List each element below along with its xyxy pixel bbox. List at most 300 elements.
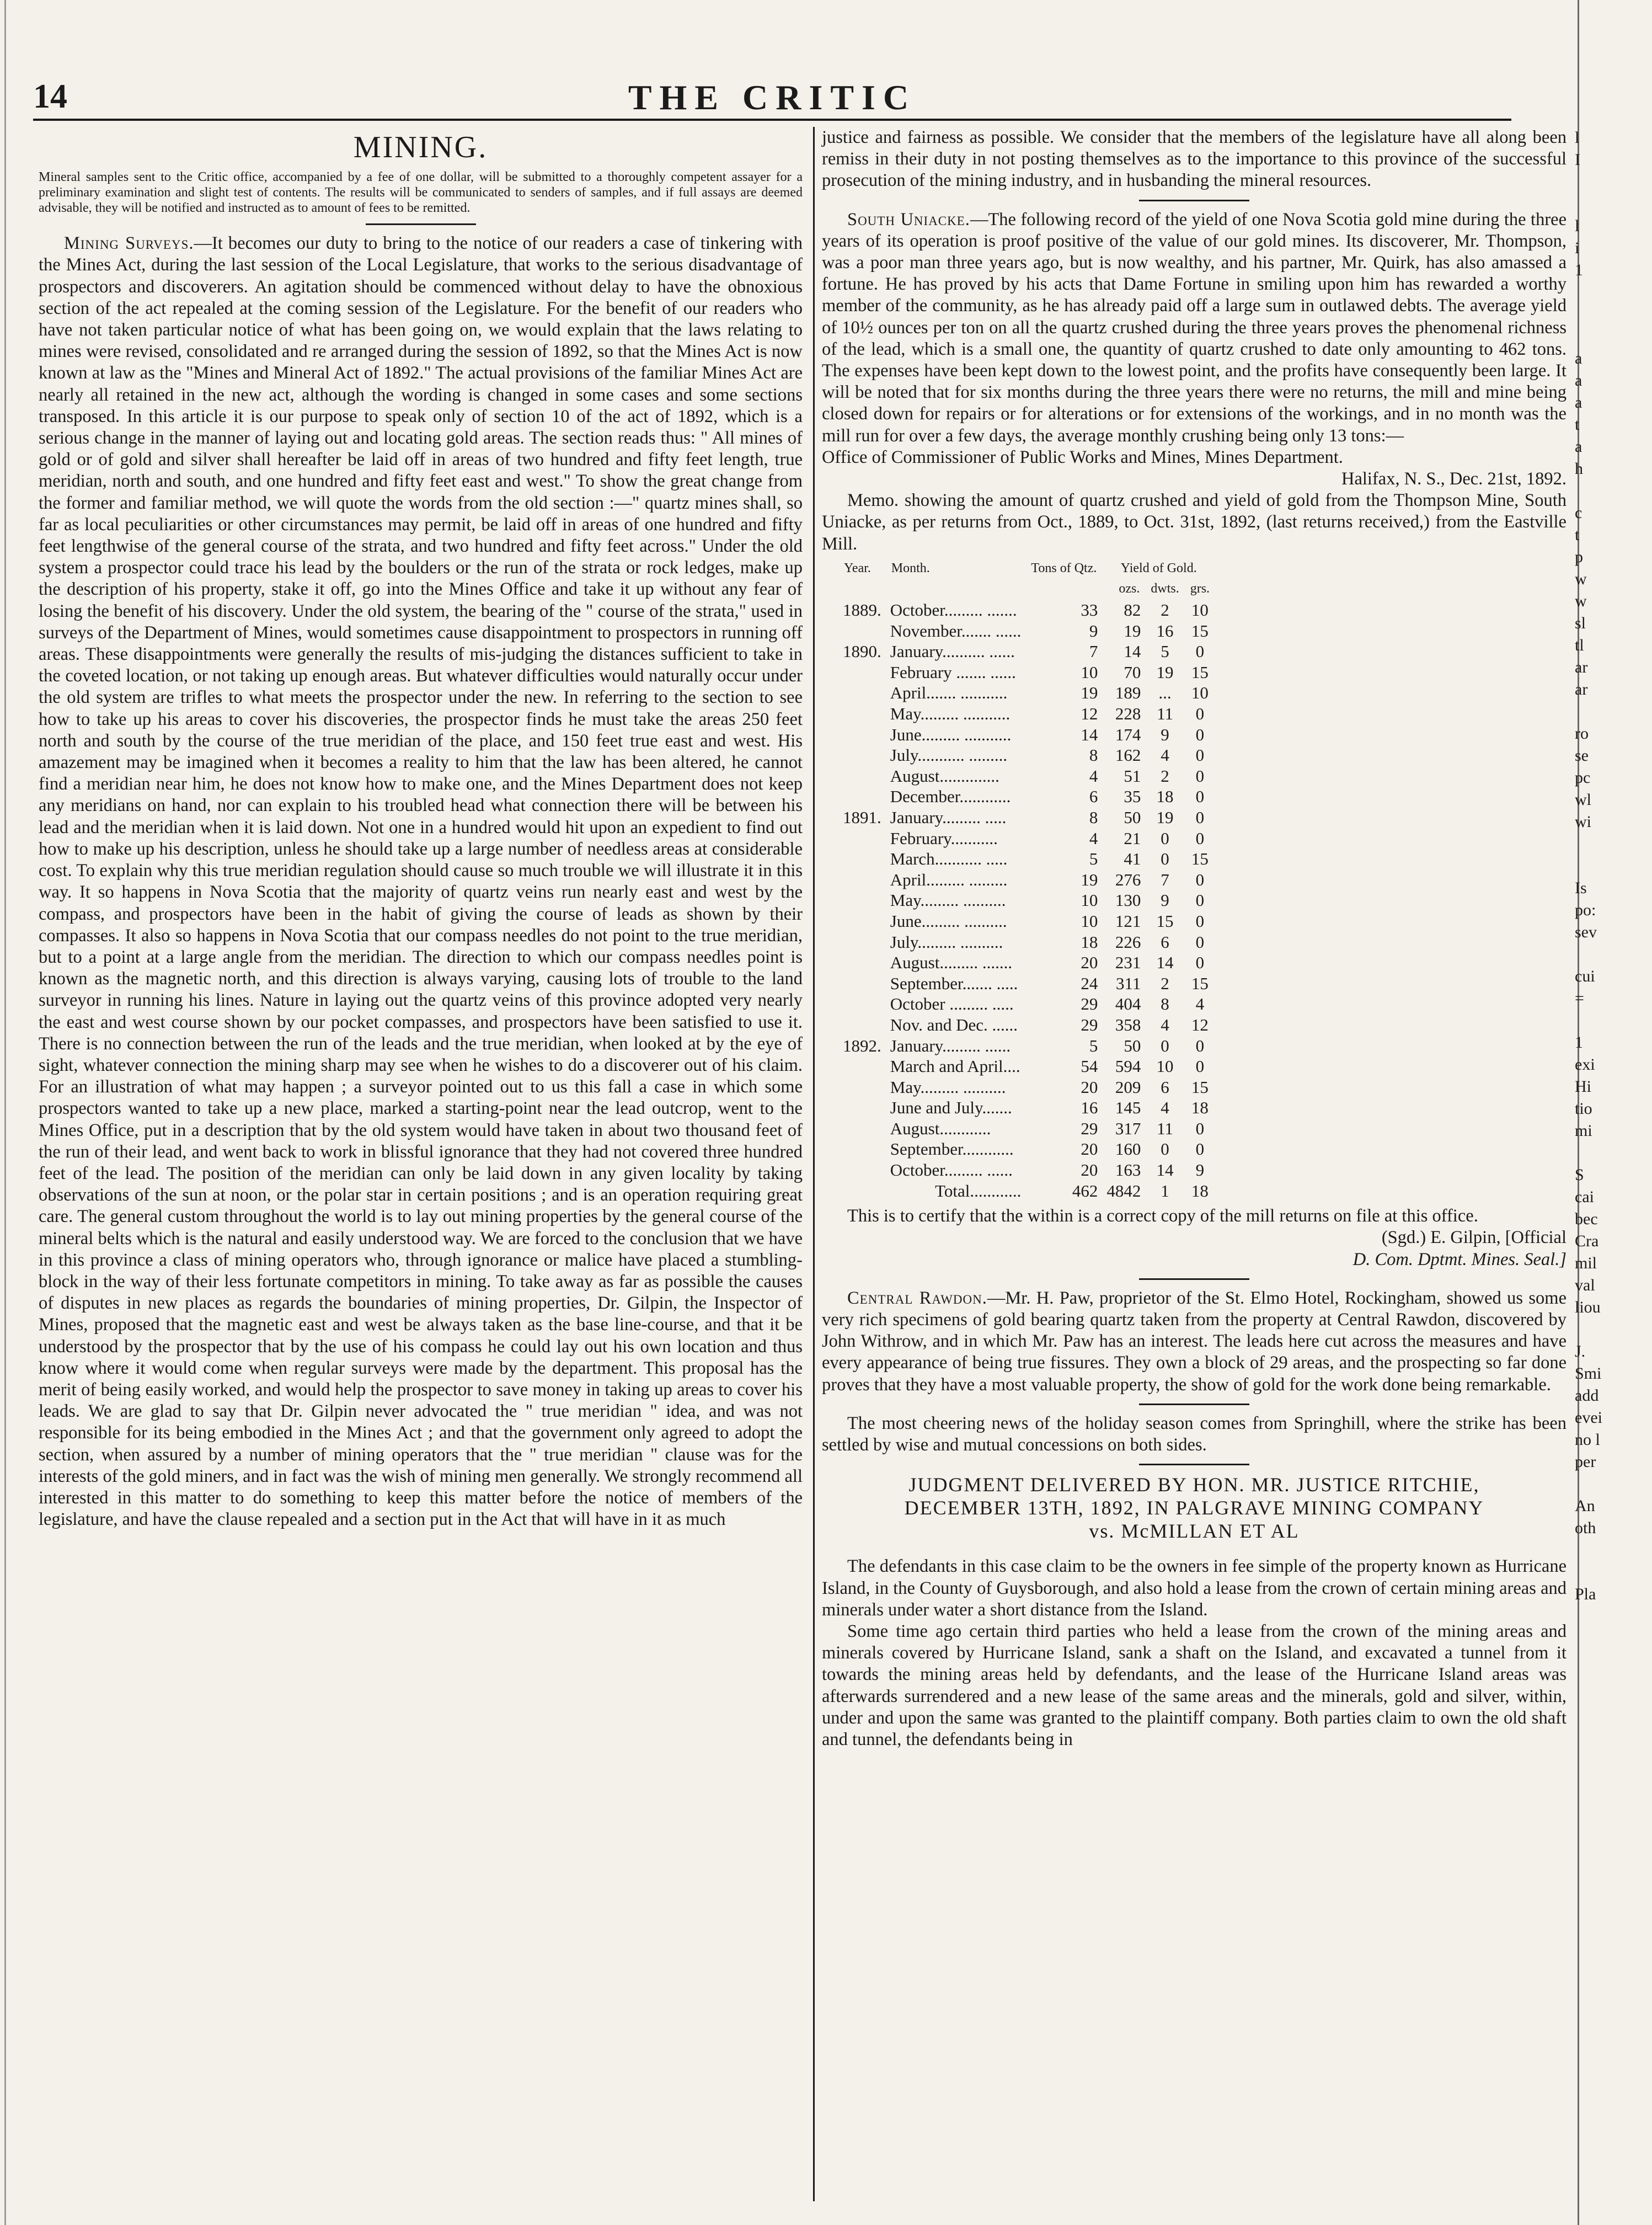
margin-fragment: ar bbox=[1575, 680, 1588, 698]
margin-fragment: pc bbox=[1575, 769, 1591, 787]
margin-fragment bbox=[1575, 281, 1635, 303]
judgment-heading-line: vs. McMILLAN ET AL bbox=[1089, 1520, 1300, 1543]
table-row bbox=[838, 1056, 1215, 1077]
table-cell: 1 bbox=[1161, 1181, 1169, 1200]
table-cell: 8 bbox=[1089, 745, 1098, 765]
table-total-row bbox=[838, 1181, 1215, 1202]
table-cell bbox=[838, 1056, 886, 1077]
gold-yield-table bbox=[838, 558, 1215, 1201]
margin-fragment: mi bbox=[1575, 1122, 1592, 1140]
table-cell: 10 bbox=[1191, 683, 1209, 703]
table-cell: 231 bbox=[1115, 953, 1141, 973]
table-cell: 19 bbox=[1156, 662, 1174, 682]
table-cell: 1891. bbox=[843, 807, 881, 827]
masthead: THE CRITIC bbox=[628, 78, 917, 117]
table-cell: 1889. bbox=[843, 600, 881, 620]
table-row bbox=[838, 932, 1215, 953]
margin-fragment bbox=[1575, 480, 1635, 502]
table-cell: 4 bbox=[1161, 1098, 1169, 1118]
table-cell bbox=[838, 973, 886, 994]
table-cell bbox=[838, 994, 886, 1015]
table-cell: December............ bbox=[890, 787, 1011, 807]
margin-fragment: mil bbox=[1575, 1254, 1597, 1272]
table-cell: 4 bbox=[1195, 994, 1205, 1014]
table-cell: 20 bbox=[1081, 1077, 1098, 1097]
table-cell: 18 bbox=[1156, 787, 1174, 807]
table-cell: 11 bbox=[1157, 704, 1173, 724]
margin-fragment bbox=[1575, 171, 1635, 193]
table-row bbox=[838, 1097, 1215, 1118]
mining-surveys-article bbox=[39, 233, 803, 1530]
table-cell: 0 bbox=[1195, 1139, 1205, 1159]
table-cell: 0 bbox=[1195, 724, 1205, 744]
table-cell: February........... bbox=[890, 828, 998, 848]
judgment-heading bbox=[822, 1473, 1567, 1543]
table-cell: 6 bbox=[1161, 1077, 1169, 1097]
margin-fragment: wl bbox=[1575, 791, 1591, 809]
article-heading: South Uniacke. bbox=[847, 209, 970, 230]
margin-fragment: l bbox=[1575, 217, 1580, 235]
table-cell: 9 bbox=[1089, 621, 1098, 641]
table-cell: 0 bbox=[1195, 932, 1205, 952]
table-cell bbox=[838, 1077, 886, 1098]
margin-fragment: I bbox=[1575, 151, 1580, 169]
table-row bbox=[838, 869, 1215, 890]
table-cell: 12 bbox=[1191, 1015, 1209, 1034]
table-cell bbox=[838, 621, 886, 642]
table-cell: 0 bbox=[1161, 1139, 1169, 1159]
table-cell: 14 bbox=[1124, 642, 1141, 661]
margin-fragment: ar bbox=[1575, 658, 1588, 676]
table-row bbox=[838, 703, 1215, 724]
table-cell: 226 bbox=[1115, 932, 1141, 952]
table-row bbox=[838, 786, 1215, 807]
table-cell: Nov. and Dec. ...... bbox=[890, 1015, 1018, 1034]
margin-fragment: a bbox=[1575, 393, 1583, 412]
table-cell: 228 bbox=[1115, 704, 1141, 724]
table-row bbox=[838, 911, 1215, 932]
margin-fragment: Cra bbox=[1575, 1232, 1599, 1250]
margin-fragment: 1 bbox=[1575, 1033, 1583, 1052]
table-cell bbox=[838, 1181, 886, 1202]
table-cell: May......... .......... bbox=[890, 1077, 1006, 1097]
margin-fragment bbox=[1575, 326, 1635, 348]
article-rule bbox=[1139, 200, 1249, 201]
judgment-heading-line: JUDGMENT DELIVERED BY HON. MR. JUSTICE RITCHIE, bbox=[908, 1474, 1480, 1496]
table-cell: 16 bbox=[1081, 1098, 1098, 1118]
table-cell: 14 bbox=[1156, 953, 1174, 973]
margin-fragment bbox=[1575, 1142, 1635, 1164]
section-title: MINING. bbox=[353, 130, 488, 164]
margin-fragment: wi bbox=[1575, 813, 1591, 831]
table-row bbox=[838, 682, 1215, 703]
margin-fragment bbox=[1575, 855, 1635, 877]
margin-fragment: add bbox=[1575, 1386, 1599, 1405]
margin-fragment: l bbox=[1575, 129, 1580, 147]
table-cell bbox=[838, 828, 886, 849]
table-cell: 6 bbox=[1089, 787, 1098, 807]
table-row bbox=[838, 1118, 1215, 1139]
table-cell: 0 bbox=[1195, 807, 1205, 827]
table-cell: 20 bbox=[1081, 1139, 1098, 1159]
table-cell: 162 bbox=[1115, 745, 1141, 765]
table-cell bbox=[838, 1015, 886, 1036]
table-cell: 0 bbox=[1161, 849, 1169, 869]
margin-fragment: = bbox=[1575, 989, 1584, 1007]
table-row bbox=[838, 1036, 1215, 1057]
table-cell: 0 bbox=[1161, 1036, 1169, 1055]
table-cell bbox=[838, 1118, 886, 1139]
mining-surveys-continued: justice and fairness as possible. We consider that the members of the legislature have all along been remiss in their duty in not posting themselves as to the importance to this province of the successful prosecution of the mining industry, and in husbanding the mineral resources. bbox=[822, 127, 1567, 191]
table-cell: 0 bbox=[1195, 642, 1205, 661]
table-cell: ... bbox=[1158, 683, 1172, 703]
margin-fragment: tl bbox=[1575, 636, 1584, 654]
table-cell: 19 bbox=[1081, 683, 1098, 703]
table-cell bbox=[838, 1160, 886, 1181]
margin-fragment: Pla bbox=[1575, 1585, 1596, 1603]
page-number: 14 bbox=[33, 78, 67, 115]
table-cell: 11 bbox=[1157, 1118, 1173, 1138]
table-cell: 317 bbox=[1115, 1118, 1141, 1138]
table-cell: May......... ........... bbox=[890, 704, 1011, 724]
table-cell: February ....... ...... bbox=[890, 662, 1016, 682]
table-cell: 50 bbox=[1124, 1036, 1141, 1055]
table-cell bbox=[838, 703, 886, 724]
table-cell: 9 bbox=[1161, 724, 1169, 744]
table-cell bbox=[838, 745, 886, 766]
table-row bbox=[838, 1077, 1215, 1098]
table-cell bbox=[838, 911, 886, 932]
table-cell: 0 bbox=[1195, 1036, 1205, 1055]
table-cell: 8 bbox=[1089, 807, 1098, 827]
margin-fragment: liou bbox=[1575, 1298, 1601, 1316]
unit-label: grs. bbox=[1190, 581, 1210, 596]
table-cell: January......... ..... bbox=[890, 807, 1007, 827]
notice-rule bbox=[366, 223, 476, 225]
table-cell: 0 bbox=[1195, 766, 1205, 786]
margin-fragment: val bbox=[1575, 1276, 1595, 1294]
table-cell bbox=[838, 869, 886, 890]
margin-fragment: sev bbox=[1575, 923, 1597, 941]
table-cell: 1892. bbox=[843, 1036, 881, 1055]
margin-fragment: po: bbox=[1575, 901, 1596, 919]
table-cell: 29 bbox=[1081, 994, 1098, 1014]
table-cell: 311 bbox=[1116, 973, 1141, 993]
table-cell: 8 bbox=[1161, 994, 1169, 1014]
table-cell: 0 bbox=[1195, 911, 1205, 931]
table-cell: 174 bbox=[1115, 724, 1141, 744]
table-cell: Total............ bbox=[935, 1181, 1022, 1200]
article-rule bbox=[1139, 1404, 1249, 1405]
margin-fragment bbox=[1575, 1561, 1635, 1583]
south-uniacke-article bbox=[822, 209, 1567, 447]
table-cell: 15 bbox=[1191, 621, 1209, 641]
table-cell: 209 bbox=[1115, 1077, 1141, 1097]
table-cell: 15 bbox=[1191, 1077, 1209, 1097]
table-row bbox=[838, 1015, 1215, 1036]
table-cell: 4842 bbox=[1106, 1181, 1141, 1200]
margin-fragment: h bbox=[1575, 460, 1583, 478]
table-cell: 2 bbox=[1161, 600, 1169, 620]
margin-fragment: tio bbox=[1575, 1100, 1592, 1118]
unit-label: dwts. bbox=[1151, 581, 1179, 596]
margin-fragment bbox=[1575, 943, 1635, 965]
office-date: Halifax, N. S., Dec. 21st, 1892. bbox=[1341, 469, 1567, 489]
table-row bbox=[838, 621, 1215, 642]
article-rule bbox=[1139, 1278, 1249, 1280]
table-cell: November....... ...... bbox=[890, 621, 1022, 641]
margin-fragment bbox=[1575, 1539, 1635, 1561]
table-cell bbox=[838, 682, 886, 703]
table-cell: 163 bbox=[1115, 1160, 1141, 1180]
header-rule bbox=[33, 119, 1511, 121]
table-cell: 29 bbox=[1081, 1118, 1098, 1138]
table-cell bbox=[838, 932, 886, 953]
article-heading: Mining Surveys. bbox=[64, 233, 194, 254]
judgment-paragraph: The defendants in this case claim to be the owners in fee simple of the property known as Hurricane Island, in the County of Guysborough, and also hold a lease from the crown of certain mining areas and minerals under water a short distance from the Island. bbox=[822, 1556, 1567, 1620]
table-cell: 0 bbox=[1195, 869, 1205, 889]
table-cell: 5 bbox=[1161, 642, 1169, 661]
certification: This is to certify that the within is a correct copy of the mill returns on file at this office. bbox=[847, 1206, 1478, 1226]
table-row bbox=[838, 890, 1215, 911]
table-cell: 21 bbox=[1124, 828, 1141, 848]
margin-fragment: evei bbox=[1575, 1408, 1602, 1427]
table-cell: 54 bbox=[1081, 1057, 1098, 1076]
table-cell: 15 bbox=[1191, 849, 1209, 869]
margin-fragment: per bbox=[1575, 1453, 1596, 1471]
table-cell bbox=[838, 1097, 886, 1118]
adjacent-page-fragments bbox=[1575, 127, 1635, 1605]
table-cell: 10 bbox=[1081, 911, 1098, 931]
table-cell: 18 bbox=[1191, 1181, 1209, 1200]
table-cell: 82 bbox=[1124, 600, 1141, 620]
margin-fragment bbox=[1575, 193, 1635, 215]
table-cell: March and April.... bbox=[890, 1057, 1020, 1076]
table-cell bbox=[838, 849, 886, 869]
submission-notice: Mineral samples sent to the Critic office, accompanied by a fee of one dollar, will be submitted to a thoroughly competent assayer for a preliminary examination and slight test of contents. The results will be communicated to senders of samples, and if full assays are deemed advisable, they will be notified and instructed as to amount of fees to be remitted. bbox=[39, 170, 803, 216]
table-row bbox=[838, 662, 1215, 683]
table-cell: August.............. bbox=[890, 766, 999, 786]
table-cell: 10 bbox=[1156, 1057, 1174, 1076]
table-row bbox=[838, 1139, 1215, 1160]
table-cell: 50 bbox=[1124, 807, 1141, 827]
margin-fragment: t bbox=[1575, 526, 1580, 544]
margin-fragment bbox=[1575, 1319, 1635, 1341]
table-cell: June......... .......... bbox=[890, 911, 1007, 931]
table-cell: 2 bbox=[1161, 766, 1169, 786]
margin-fragment: a bbox=[1575, 349, 1583, 367]
right-column bbox=[822, 127, 1567, 1751]
table-cell: 0 bbox=[1195, 953, 1205, 973]
table-cell: 594 bbox=[1115, 1057, 1141, 1076]
table-cell: 19 bbox=[1124, 621, 1141, 641]
column-header: Month. bbox=[891, 561, 930, 575]
table-cell: 29 bbox=[1081, 1015, 1098, 1034]
margin-fragment: t bbox=[1575, 415, 1580, 434]
table-cell bbox=[838, 1139, 886, 1160]
table-cell: 0 bbox=[1195, 787, 1205, 807]
table-cell: 19 bbox=[1156, 807, 1174, 827]
column-header: Yield of Gold. bbox=[1120, 561, 1197, 575]
margin-fragment: Is bbox=[1575, 879, 1587, 897]
table-cell: October......... ...... bbox=[890, 1160, 1013, 1180]
table-cell: 462 bbox=[1072, 1181, 1098, 1200]
margin-fragment: 1 bbox=[1575, 261, 1583, 279]
table-cell: 2 bbox=[1161, 973, 1169, 993]
margin-fragment bbox=[1575, 1473, 1635, 1495]
table-cell: April....... ........... bbox=[890, 683, 1008, 703]
table-cell: June and July....... bbox=[890, 1098, 1012, 1118]
table-row bbox=[838, 745, 1215, 766]
memo-text: Memo. showing the amount of quartz crushed and yield of gold from the Thompson Mine, South Uniacke, as per returns from Oct., 1889, to Oct. 31st, 1892, (last returns received,) from the Eastville Mill. bbox=[822, 490, 1567, 554]
springhill-note: The most cheering news of the holiday season comes from Springhill, where the strike has been settled by wise and mutual concessions on both sides. bbox=[822, 1413, 1567, 1455]
table-cell: 121 bbox=[1115, 911, 1141, 931]
article-heading: Central Rawdon. bbox=[847, 1288, 987, 1308]
table-units-row bbox=[838, 579, 1215, 600]
margin-fragment: Hi bbox=[1575, 1077, 1591, 1096]
table-cell: 10 bbox=[1191, 600, 1209, 620]
margin-fragment: a bbox=[1575, 371, 1583, 389]
table-row bbox=[838, 641, 1215, 662]
table-cell: 404 bbox=[1115, 994, 1141, 1014]
margin-fragment: J. bbox=[1575, 1342, 1586, 1360]
table-cell: September....... ..... bbox=[890, 973, 1018, 993]
margin-fragment: exi bbox=[1575, 1055, 1595, 1074]
table-cell: 160 bbox=[1115, 1139, 1141, 1159]
table-cell: 10 bbox=[1081, 662, 1098, 682]
table-cell: 276 bbox=[1115, 869, 1141, 889]
table-row bbox=[838, 600, 1215, 621]
page-header bbox=[33, 77, 1511, 116]
signature-title: D. Com. Dptmt. Mines. Seal.] bbox=[1352, 1249, 1567, 1269]
table-cell: 9 bbox=[1161, 890, 1169, 910]
margin-fragment: w bbox=[1575, 592, 1587, 610]
table-cell: 10 bbox=[1081, 890, 1098, 910]
table-cell: 4 bbox=[1161, 745, 1169, 765]
table-row bbox=[838, 766, 1215, 787]
table-cell: March........... ..... bbox=[890, 849, 1008, 869]
table-cell: January......... ...... bbox=[890, 1036, 1011, 1055]
table-cell: 0 bbox=[1195, 745, 1205, 765]
margin-fragment bbox=[1575, 701, 1635, 723]
column-divider bbox=[813, 127, 815, 2201]
table-cell: 4 bbox=[1089, 828, 1098, 848]
table-row bbox=[838, 807, 1215, 828]
margin-fragment: cui bbox=[1575, 967, 1595, 985]
table-cell: 0 bbox=[1195, 1118, 1205, 1138]
margin-fragment bbox=[1575, 833, 1635, 855]
table-row bbox=[838, 994, 1215, 1015]
table-cell: 4 bbox=[1161, 1015, 1169, 1034]
table-cell: 15 bbox=[1191, 662, 1209, 682]
table-cell: May......... .......... bbox=[890, 890, 1006, 910]
table-cell: 5 bbox=[1089, 1036, 1098, 1055]
article-body: —It becomes our duty to bring to the notice of our readers a case of tinkering with the Mines Act, during the last session of the Local Legislature, that works to the serious disadvantage of prospectors and discoverers. An agitation should be commenced without delay to have the obnoxious section of the act repealed at the coming session of the Legislature. For the benefit of our readers who have not taken particular notice of what has been going on, we would explain that the laws relating to mines were revised, consolidated and re arranged during the session of 1892, so that the Mines Act is now known at law as the "Mines and Mineral Act of 1892." The actual provisions of the familiar Mines Act are nearly all retained in the new act, although the wording is changed in some cases and some sections transposed. In this article it is our purpose to speak only of section 10 of the act of 1892, which is a serious change in the manner of laying out and locating gold areas. The section reads thus: " All mines of gold or of gold and silver shall hereafter be laid off in areas of two hundred and fifty feet length, true meridian, north and south, and one hundred and fifty feet east and west." To show the great change from the former and familiar method, we will quote the words from the old section :—" quartz mines shall, so far as local peculiarities or other circumstances may permit, be laid off in areas of one hundred and fifty feet lengthwise of the general course of the strata, and two hundred and fifty feet across." Under the old system a prospector could trace his lead by the boulders or the run of the strata or rock ledges, make up the description of his property, stake it off, go into the Mines Office and take it up without any fear of losing the benefit of his discovery. Under the old system, the bearing of the " course of the strata," used in surveys of the Department of Mines, would sometimes cause disappointment to prospectors in running off areas. These disappointments were generally the results of mis-judging the distances sufficient to take in the coveted location, or not taking up enough areas. But whatever difficulties would naturally occur under the old system are trifles to what meets the prospector under the new. In referring to the section to see how to take up his areas to cover his discoveries, the prospector finds he must take the areas 250 feet north and south by the course of the true meridian of the place, and 150 feet true east and west. His amazement may be imagined when it becomes a reality to him that the law has been altered, he cannot find a meridian near him, he does not know how to make one, and the Mines Department does not keep any meridians on hand, nor can explain to his troubled head what connection there will be between his lead and the meridian when it is laid down. Not one in a hundred would hit upon an expedient to find out how to make up his description, unless he should take up a large number of needless areas at considerable cost. To explain why this true meridian regulation should cause so much trouble we will illustrate it in this way. It so happens in Nova Scotia that the majority of quartz veins run nearly east and west by the compass, and prospectors have been in the habit of giving the course of leads as shown by their compasses. It also so happens in Nova Scotia that our compass needles do not point to the true meridian, but to a point at a large angle from the meridian. The direction to which our compass needles point is known as the magnetic north, and this direction is always varying, causing lots of trouble to the land surveyor in running his lines. Nature in laying out the quartz veins of this province adopted very nearly the east and west course shown by our pocket compasses, and prospectors have been satisfied to use it. There is no connection between the run of the leads and the true meridian, when looked at by the eye of sight, whatever connection the mining sharp may see when he wishes to do a discoverer out of his claim. For an illustration of what may happen ; a surveyor pointed out to us this fall a case in which some prospectors wanted to take up a new place, marked a starting-point near the lead outcrop, went to the Mines Office, put in a description that by the old system would have taken in about two thousand feet of the run of their lead, and went back to work in blissful ignorance that they had not covered three hundred feet of the lead. The position of the meridian can only be laid down in any given locality by taking observations of the sun at noon, or the polar star in certain positions ; and is an operation requiring great care. The general custom throughout the world is to lay out mining properties by the general course of the mineral belts which is the natural and easily understood way. We are forced to the conclusion that we have in this province a class of mining operators who, through ignorance or malice have placed a stumbling-block in the way of their less fortunate competitors in mining. To take away as far as possible the causes of disputes in new places as regards the boundaries of mining properties, Dr. Gilpin, the Inspector of Mines, proposed that the magnetic east and west be always taken as the base line-course, and that it be understood by the prospector that by the use of his compass he could lay out his own location and thus know where it would come when regular surveys were made by the department. This proposal has the merit of being easily worked, and would help the prospector to save money in taking up areas to cover his leads. We are glad to say that Dr. Gilpin never advocated the " true meridian " idea, and was not responsible for its being embodied in the Mines Act ; and that the government only agreed to adopt the section, when assured by a number of mining operators that the " true meridian " clause was for the interests of the gold miners, and in fact was the wish of mining men generally. We strongly recommend all interested in this matter to do something to keep this matter before the notice of members of the legislature, and have the clause repealed and a section put in the Act that will have in it as much bbox=[39, 233, 803, 1530]
table-row bbox=[838, 828, 1215, 849]
article-body: —Mr. H. Paw, proprietor of the St. Elmo Hotel, Rockingham, showed us some very rich specimens of gold bearing quartz taken from the property at Central Rawdon, discovered by John Withrow, and in which Mr. Paw has an interest. The leads here cut across the measures and have every appearance of being true fissures. They own a block of 29 areas, and the prospecting so far done proves that they have a most valuable property, the show of gold for the work done being remarkable. bbox=[822, 1288, 1567, 1395]
table-cell: August......... ....... bbox=[890, 953, 1013, 973]
table-row bbox=[838, 849, 1215, 869]
table-cell: 7 bbox=[1161, 869, 1169, 889]
margin-fragment: no l bbox=[1575, 1431, 1600, 1449]
table-cell: 33 bbox=[1081, 600, 1098, 620]
table-cell: 15 bbox=[1191, 973, 1209, 993]
table-cell: October ......... ..... bbox=[890, 994, 1014, 1014]
table-cell: 51 bbox=[1124, 766, 1141, 786]
table-cell: 7 bbox=[1089, 642, 1098, 661]
margin-fragment: cai bbox=[1575, 1188, 1594, 1206]
table-row bbox=[838, 952, 1215, 973]
table-cell: 145 bbox=[1115, 1098, 1141, 1118]
table-cell bbox=[838, 952, 886, 973]
unit-label: ozs. bbox=[1119, 581, 1140, 596]
margin-fragment: c bbox=[1575, 504, 1583, 522]
table-cell: April......... ......... bbox=[890, 869, 1008, 889]
margin-fragment: ro bbox=[1575, 724, 1589, 743]
column-header: Tons of Qtz. bbox=[1031, 561, 1097, 575]
margin-fragment: Smi bbox=[1575, 1364, 1602, 1383]
table-row bbox=[838, 1160, 1215, 1181]
table-cell: June......... ........... bbox=[890, 724, 1012, 744]
margin-fragment bbox=[1575, 1010, 1635, 1032]
table-cell: July......... .......... bbox=[890, 932, 1003, 952]
left-edge-line bbox=[4, 0, 6, 2225]
table-cell: 20 bbox=[1081, 1160, 1098, 1180]
table-cell: 19 bbox=[1081, 869, 1098, 889]
table-cell: 35 bbox=[1124, 787, 1141, 807]
table-cell: 0 bbox=[1161, 828, 1169, 848]
table-cell: October......... ....... bbox=[890, 600, 1017, 620]
table-cell bbox=[838, 890, 886, 911]
table-cell: 358 bbox=[1115, 1015, 1141, 1034]
judgment-heading-line: DECEMBER 13TH, 1892, IN PALGRAVE MINING COMPANY bbox=[904, 1497, 1484, 1519]
table-row bbox=[838, 973, 1215, 994]
judgment-paragraph: Some time ago certain third parties who held a lease from the crown of the mining areas and minerals covered by Hurricane Island, sank a shaft on the Island, and excavated a tunnel from it towards the mining areas held by defendants, and the lease of the Hurricane Island areas was afterwards surrendered and a new lease of the same areas and the minerals, gold and silver, within, under and upon the same was granted to the plaintiff company. Both parties claim to own the old shaft and tunnel, the defendants being in bbox=[822, 1621, 1567, 1749]
left-column bbox=[39, 127, 803, 1530]
table-cell: 5 bbox=[1089, 849, 1098, 869]
table-cell: July........... ......... bbox=[890, 745, 1008, 765]
table-cell: 9 bbox=[1195, 1160, 1205, 1180]
table-cell: 16 bbox=[1156, 621, 1174, 641]
table-cell: 6 bbox=[1161, 932, 1169, 952]
table-cell: 0 bbox=[1195, 1057, 1205, 1076]
margin-fragment: sl bbox=[1575, 614, 1586, 632]
margin-fragment: i bbox=[1575, 239, 1580, 257]
margin-fragment: S bbox=[1575, 1166, 1584, 1184]
table-cell: January.......... ...... bbox=[890, 642, 1015, 661]
table-cell: August............ bbox=[890, 1118, 991, 1138]
table-cell bbox=[838, 786, 886, 807]
table-cell bbox=[838, 724, 886, 745]
margin-fragment: p bbox=[1575, 548, 1583, 566]
table-cell: 14 bbox=[1081, 724, 1098, 744]
table-cell bbox=[838, 766, 886, 787]
table-body bbox=[838, 600, 1215, 1181]
table-cell: 70 bbox=[1124, 662, 1141, 682]
article-body: —The following record of the yield of one Nova Scotia gold mine during the three years of its operation is proof positive of the value of our gold mines. Its discoverer, Mr. Thompson, was a poor man three years ago, but is now wealthy, and his partner, Mr. Quirk, has also amassed a fortune. He has proved by his acts that Dame Fortune in smiling upon him has rewarded a worthy member of the community, as he has already paid off a large sum in outlawed debts. The average yield of 10½ ounces per ton on all the quartz crushed during the three years proves the phenomenal richness of the lead, which is a small one, the quantity of quartz crushed to date only amounting to 462 tons. The expenses have been kept down to the lowest point, and the profits have consequently been large. It will be noted that for six months during the three years there were no returns, the mill and mine being closed down for repairs or for alterations or for extensions of the workings, and in no month was the mill run for over a few days, the average monthly crushing being only 13 tons:— bbox=[822, 209, 1567, 446]
margin-fragment: a bbox=[1575, 437, 1583, 456]
table-cell: 18 bbox=[1191, 1098, 1209, 1118]
table-cell: 15 bbox=[1156, 911, 1174, 931]
margin-fragment: An bbox=[1575, 1497, 1595, 1515]
table-cell: 20 bbox=[1081, 953, 1098, 973]
table-cell: 4 bbox=[1089, 766, 1098, 786]
table-cell: 0 bbox=[1195, 890, 1205, 910]
table-cell: 189 bbox=[1115, 683, 1141, 703]
table-cell: 1890. bbox=[843, 642, 881, 661]
table-header-row bbox=[838, 558, 1215, 579]
table-cell: 18 bbox=[1081, 932, 1098, 952]
